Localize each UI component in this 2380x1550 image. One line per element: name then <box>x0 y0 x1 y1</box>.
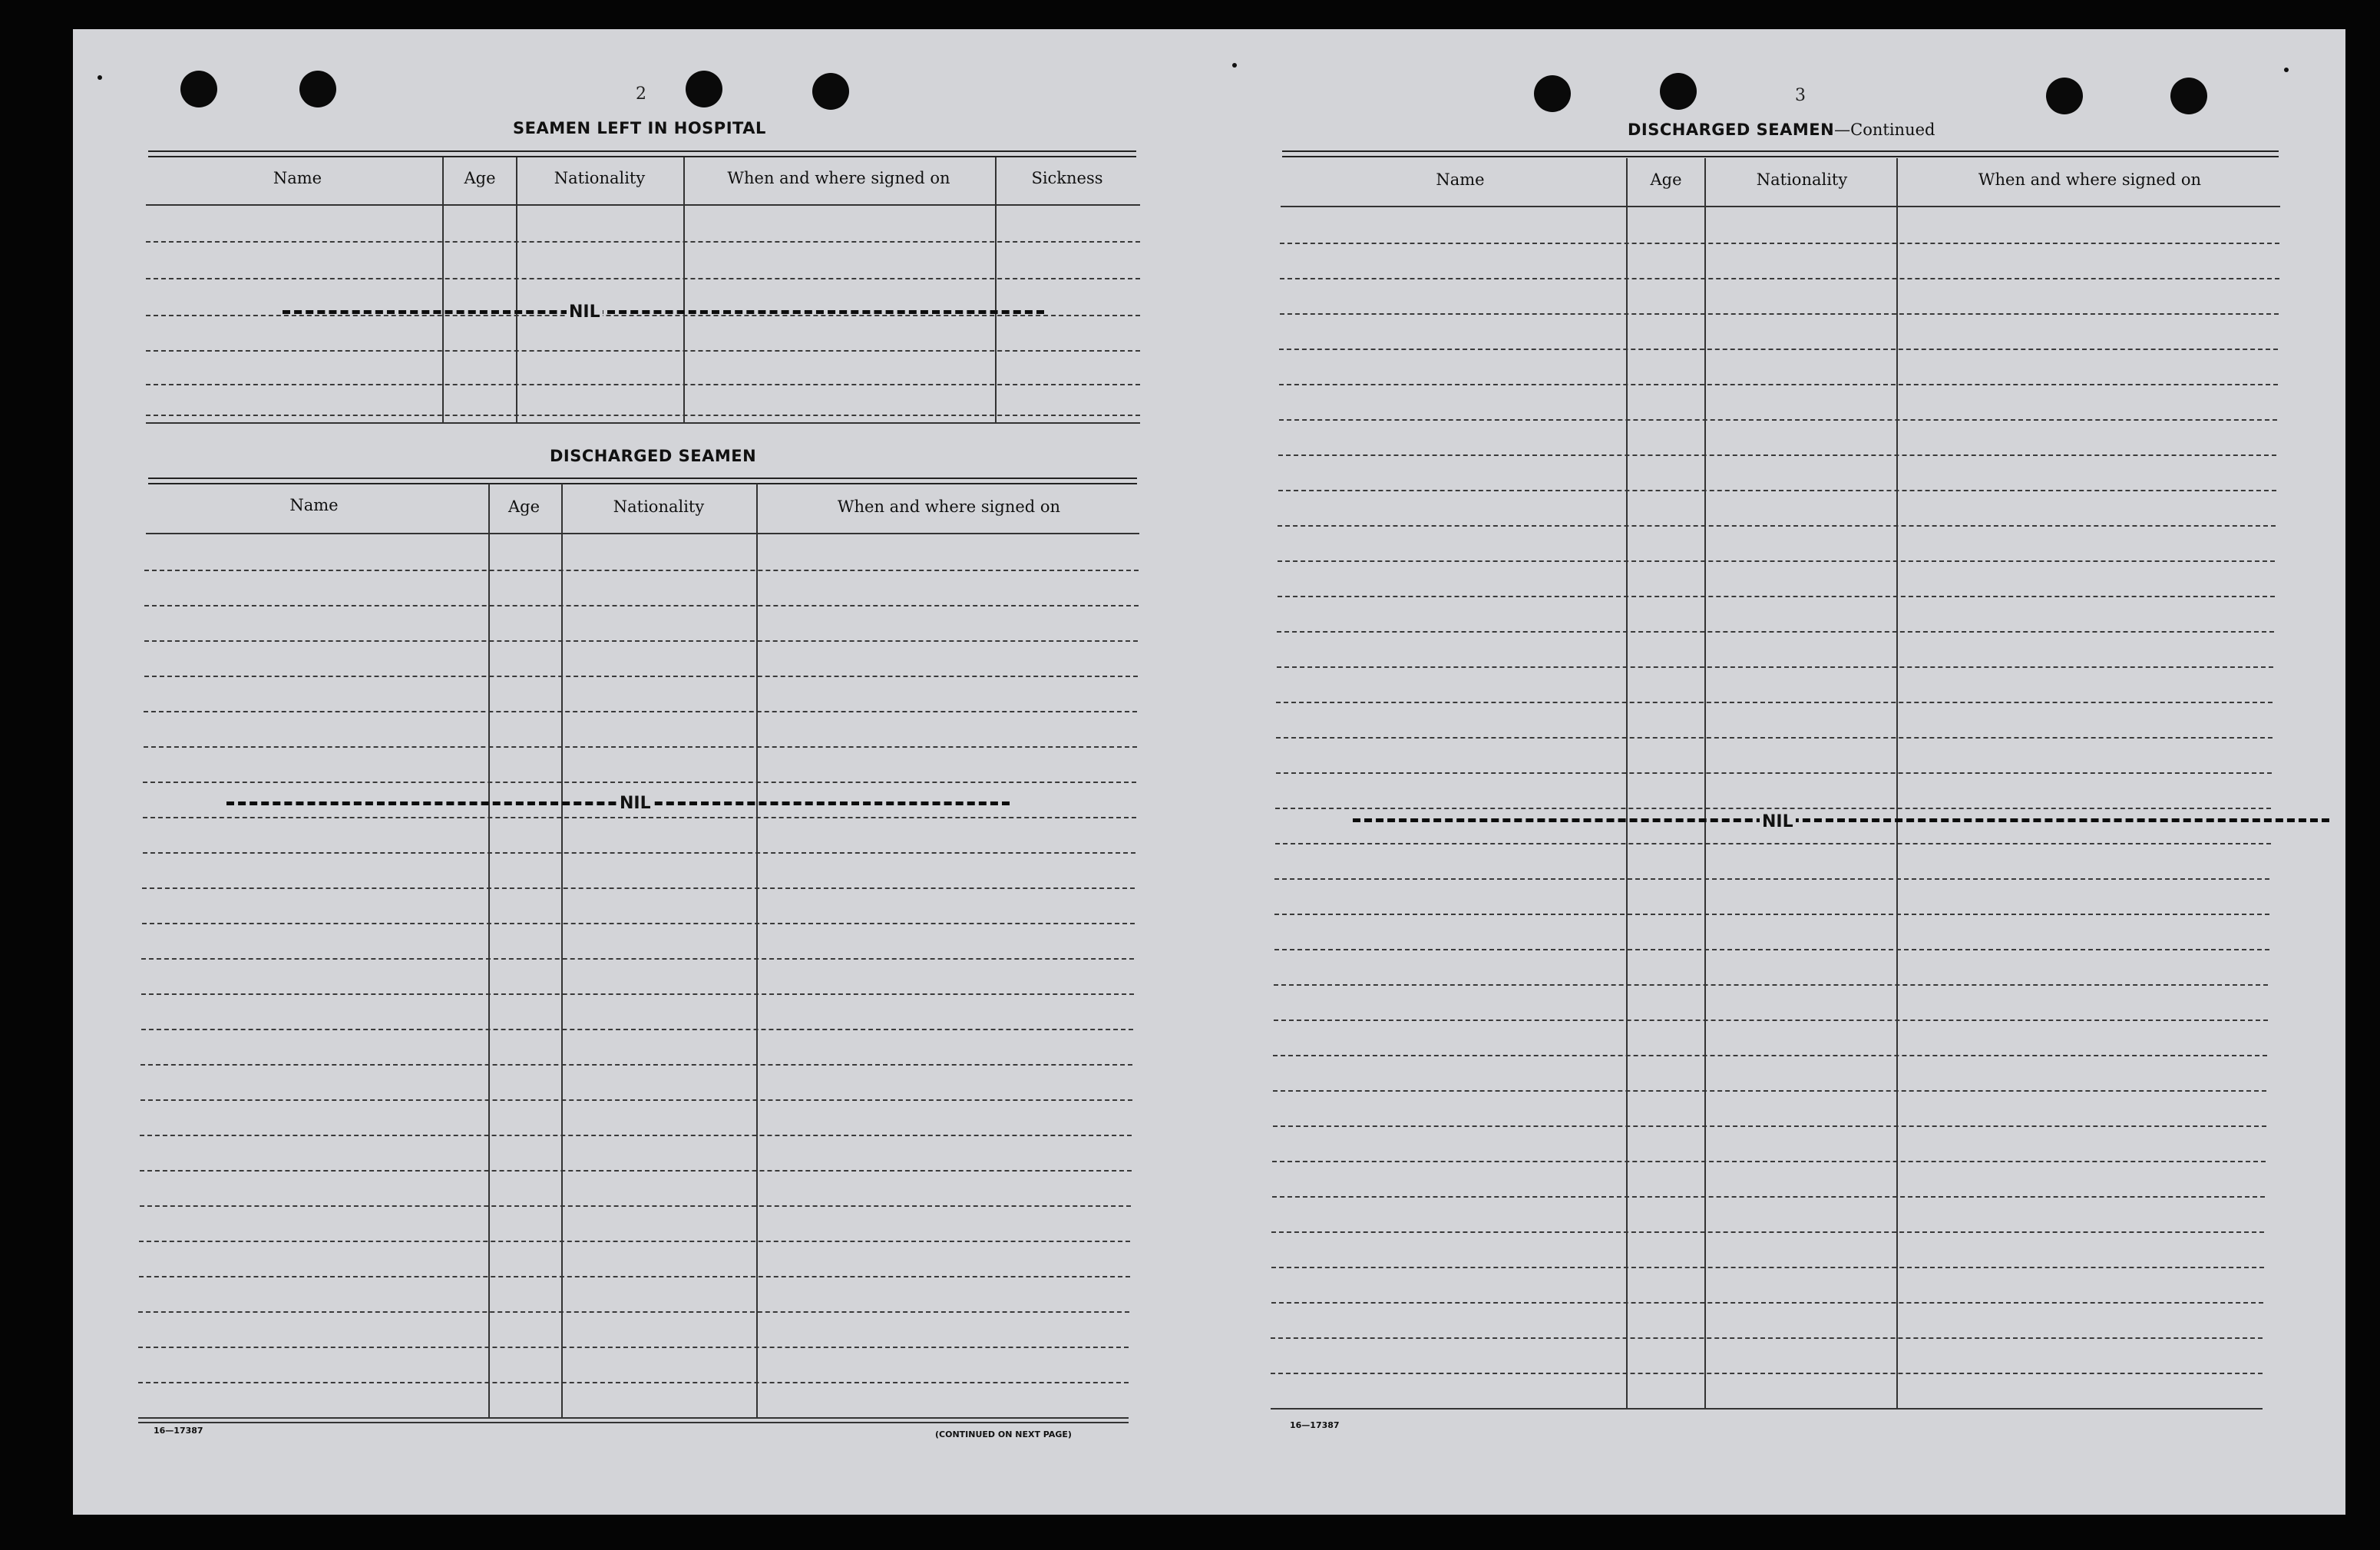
entry-line <box>144 676 1138 677</box>
entry-line <box>1274 1020 2268 1021</box>
entry-line <box>141 1029 1133 1030</box>
nil-strike-line <box>283 310 1044 314</box>
nil-strike-line <box>1353 818 2329 822</box>
entry-line <box>146 384 1140 385</box>
double-rule <box>148 150 1136 157</box>
entry-line <box>1280 313 2279 315</box>
double-rule <box>148 478 1137 484</box>
section-title-discharged: DISCHARGED SEAMEN <box>550 447 757 465</box>
scan-speck <box>2284 68 2289 72</box>
column-divider <box>683 157 685 422</box>
entry-line <box>146 241 1140 243</box>
column-header-nationality: Nationality <box>554 169 646 187</box>
header-rule <box>146 204 1140 206</box>
entry-line <box>144 570 1139 571</box>
nil-entry: NIL <box>567 302 603 322</box>
table-bottom-rule <box>138 1417 1129 1419</box>
entry-line <box>146 278 1140 279</box>
entry-line <box>140 1135 1132 1136</box>
section-title-suffix: —Continued <box>1834 121 1935 139</box>
entry-line <box>1274 878 2269 880</box>
punch-hole <box>1660 73 1697 110</box>
scan-speck <box>1232 63 1237 68</box>
scan-speck <box>98 75 102 80</box>
entry-line <box>140 1170 1132 1172</box>
entry-line <box>141 958 1134 960</box>
entry-line <box>1271 1337 2263 1339</box>
column-divider <box>561 484 563 1417</box>
page-number: 2 <box>636 84 646 104</box>
entry-line <box>1271 1267 2264 1268</box>
entry-line <box>1274 914 2269 915</box>
entry-line <box>1279 419 2277 421</box>
column-header-name: Name <box>289 496 339 514</box>
column-header-age: Age <box>507 497 540 516</box>
column-header-sickness: Sickness <box>1031 169 1103 187</box>
column-header-signed-on: When and where signed on <box>727 169 950 187</box>
entry-line <box>1276 702 2273 703</box>
table-bottom-rule <box>1271 1408 2263 1410</box>
entry-line <box>138 1311 1129 1313</box>
entry-line <box>1277 666 2273 668</box>
entry-line <box>140 1099 1132 1101</box>
entry-line <box>1278 560 2275 562</box>
page-number: 3 <box>1795 86 1806 105</box>
column-header-name: Name <box>1436 170 1485 189</box>
entry-line <box>144 711 1137 712</box>
entry-line <box>1275 808 2271 809</box>
entry-line <box>1278 454 2276 456</box>
entry-line <box>146 315 1140 316</box>
entry-line <box>1273 1055 2267 1056</box>
entry-line <box>1271 1373 2263 1374</box>
header-rule <box>1281 206 2280 207</box>
entry-line <box>143 782 1136 783</box>
punch-hole <box>812 73 849 110</box>
punch-hole <box>686 71 722 107</box>
entry-line <box>1274 949 2269 950</box>
entry-line <box>1275 843 2271 844</box>
entry-line <box>140 1205 1131 1207</box>
entry-line <box>143 852 1135 854</box>
column-divider <box>1896 158 1898 1408</box>
entry-line <box>1272 1196 2265 1198</box>
column-divider <box>516 157 517 422</box>
entry-line <box>1272 1161 2266 1162</box>
entry-line <box>144 605 1139 606</box>
punch-hole <box>2170 78 2207 114</box>
column-divider <box>995 157 997 422</box>
section-title-text: DISCHARGED SEAMEN <box>1628 121 1835 139</box>
table-bottom-rule <box>138 1422 1129 1423</box>
entry-line <box>143 817 1136 818</box>
column-header-age: Age <box>464 169 496 187</box>
form-number: 16—17387 <box>1290 1420 1340 1430</box>
entry-line <box>138 1347 1129 1348</box>
entry-line <box>1280 278 2279 279</box>
entry-line <box>1276 737 2273 739</box>
column-header-age: Age <box>1650 170 1682 189</box>
punch-hole <box>299 71 336 107</box>
entry-line <box>144 640 1138 642</box>
column-header-signed-on: When and where signed on <box>837 497 1061 516</box>
entry-line <box>1276 772 2272 774</box>
entry-line <box>1278 596 2275 597</box>
entry-line <box>146 415 1140 416</box>
punch-hole <box>2046 78 2083 114</box>
section-title-hospital: SEAMEN LEFT IN HOSPITAL <box>513 119 766 137</box>
header-rule <box>146 533 1139 534</box>
column-header-nationality: Nationality <box>1756 170 1848 189</box>
entry-line <box>139 1241 1130 1242</box>
column-divider <box>756 484 758 1417</box>
entry-line <box>1280 243 2279 244</box>
nil-entry: NIL <box>617 794 653 813</box>
entry-line <box>1279 384 2278 385</box>
entry-line <box>1273 1125 2266 1127</box>
punch-hole <box>180 71 217 107</box>
column-divider <box>1626 158 1628 1408</box>
form-number: 16—17387 <box>154 1426 203 1436</box>
entry-line <box>142 887 1135 889</box>
column-divider <box>1704 158 1706 1408</box>
column-divider <box>488 484 490 1417</box>
entry-line <box>146 350 1140 352</box>
entry-line <box>1274 984 2268 986</box>
continued-note: (CONTINUED ON NEXT PAGE) <box>935 1429 1072 1439</box>
entry-line <box>1278 525 2276 527</box>
column-header-signed-on: When and where signed on <box>1978 170 2202 189</box>
column-header-nationality: Nationality <box>613 497 705 516</box>
entry-line <box>139 1276 1130 1277</box>
table-bottom-rule <box>146 422 1140 424</box>
entry-line <box>1273 1090 2266 1092</box>
entry-line <box>142 923 1135 924</box>
entry-line <box>1271 1231 2264 1233</box>
column-header-name: Name <box>273 169 322 187</box>
section-title-discharged-continued <box>1628 121 1935 139</box>
entry-line <box>1279 349 2278 350</box>
entry-line <box>1271 1302 2263 1304</box>
entry-line <box>1278 490 2276 491</box>
entry-line <box>1277 631 2274 633</box>
nil-entry: NIL <box>1760 812 1796 831</box>
column-divider <box>442 157 444 422</box>
entry-line <box>141 993 1134 995</box>
double-rule <box>1282 150 2279 157</box>
entry-line <box>140 1064 1132 1066</box>
entry-line <box>144 746 1137 748</box>
entry-line <box>138 1382 1129 1383</box>
punch-hole <box>1534 75 1571 112</box>
